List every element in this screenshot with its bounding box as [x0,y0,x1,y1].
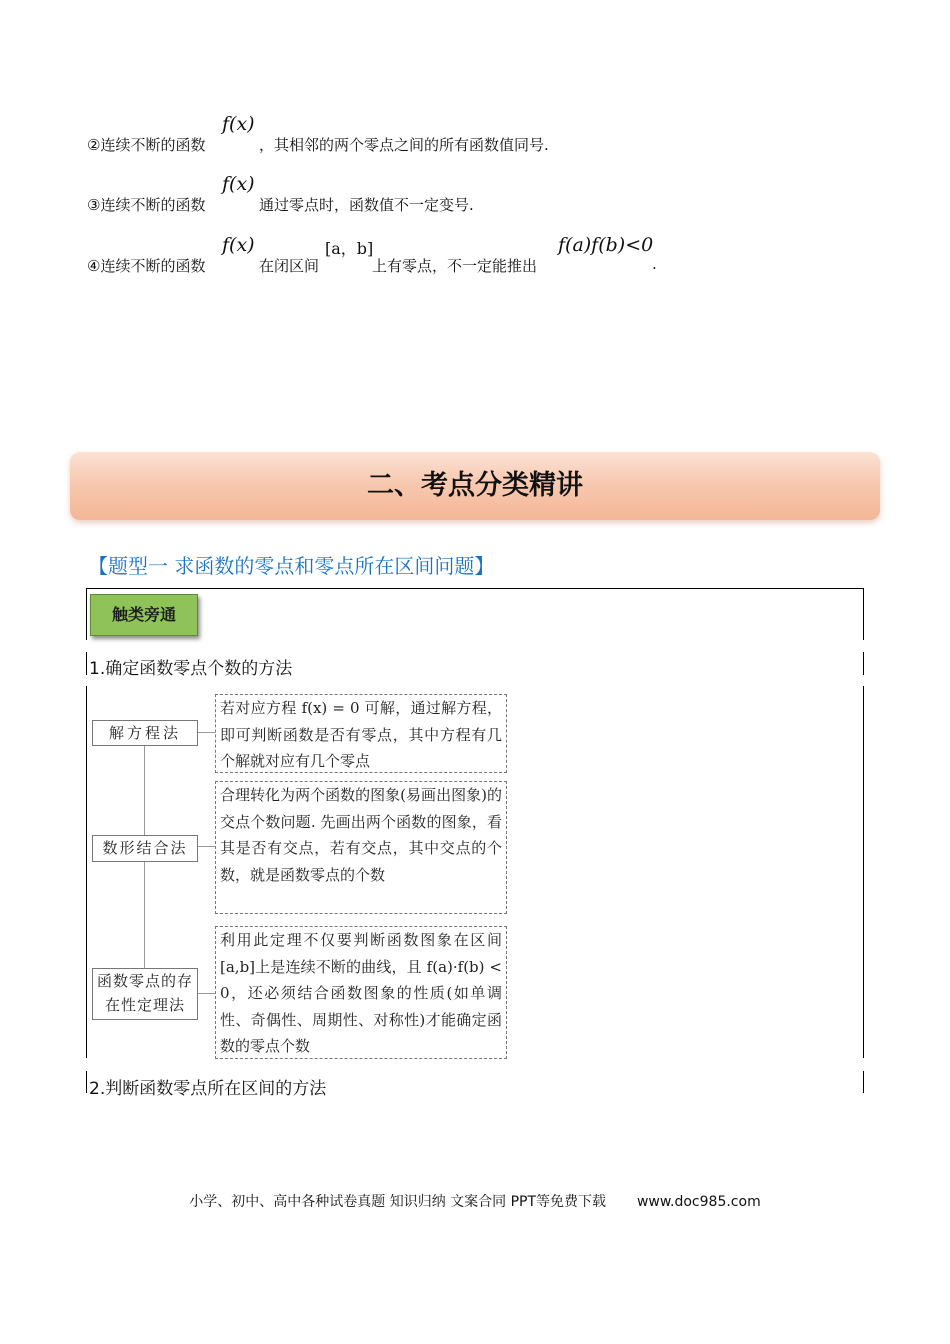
method-description: 若对应方程 f(x) = 0 可解，通过解方程，即可判断函数是否有零点，其中方程有几个解就对应有几个零点 [220,699,502,770]
method-name: 解方程法 [108,724,181,742]
note-item-2-func: f(x) [222,113,255,135]
note-item-2-suffix: ，其相邻的两个零点之间的所有函数值同号. [259,136,549,154]
method-box-existence-theorem [92,968,198,1020]
note-item-4-func: f(x) [222,234,255,256]
method-name: 函数零点的存在性定理法 [96,972,193,1014]
tip-tag [90,594,198,636]
topic-heading: 【题型一 求函数的零点和零点所在区间问题】 [88,554,495,578]
note-item-4-interval: [a，b] [325,239,374,258]
note-item-4-end: . [652,255,657,273]
method-description: 合理转化为两个函数的图象(易画出图象)的交点个数问题. 先画出两个函数的图象，看其是否有交点，若有交点，其中交点的个数，就是函数零点的个数 [220,786,502,884]
method-desc-equation [215,694,507,773]
note-item-4-condition: f(a)f(b)<0 [558,234,654,256]
method-box-graphic [92,835,198,862]
method-box-equation [92,720,198,746]
section-title: 二、考点分类精讲 [367,470,583,501]
method-heading-1: 1.确定函数零点个数的方法 [89,659,293,679]
note-item-3-func: f(x) [222,173,255,195]
note-item-3-prefix: ③连续不断的函数 [87,196,206,214]
note-item-4-prefix: ④连续不断的函数 [87,257,206,275]
method-desc-graphic [215,781,507,914]
method-heading-2: 2.判断函数零点所在区间的方法 [89,1079,327,1099]
note-item-2-prefix: ②连续不断的函数 [87,136,206,154]
note-item-3-suffix: 通过零点时，函数值不一定变号. [259,196,474,214]
section-title-banner [70,452,880,520]
note-item-4-middle2: 上有零点，不一定能推出 [372,257,538,275]
footer-text: 小学、初中、高中各种试卷真题 知识归纳 文案合同 PPT等免费下载 [189,1194,607,1210]
tip-tag-label: 触类旁通 [111,605,176,624]
note-item-4-middle: 在闭区间 [259,257,320,275]
method-description: 利用此定理不仅要判断函数图象在区间[a,b]上是连续不断的曲线，且 f(a)·f(b) < 0，还必须结合函数图象的性质(如单调性、奇偶性、周期性、对称性)才能确定函数的零点个数 [220,931,502,1055]
page-footer [0,1191,950,1211]
method-name: 数形结合法 [102,839,188,857]
method-desc-existence-theorem [215,926,507,1059]
footer-url[interactable]: www.doc985.com [636,1194,761,1210]
